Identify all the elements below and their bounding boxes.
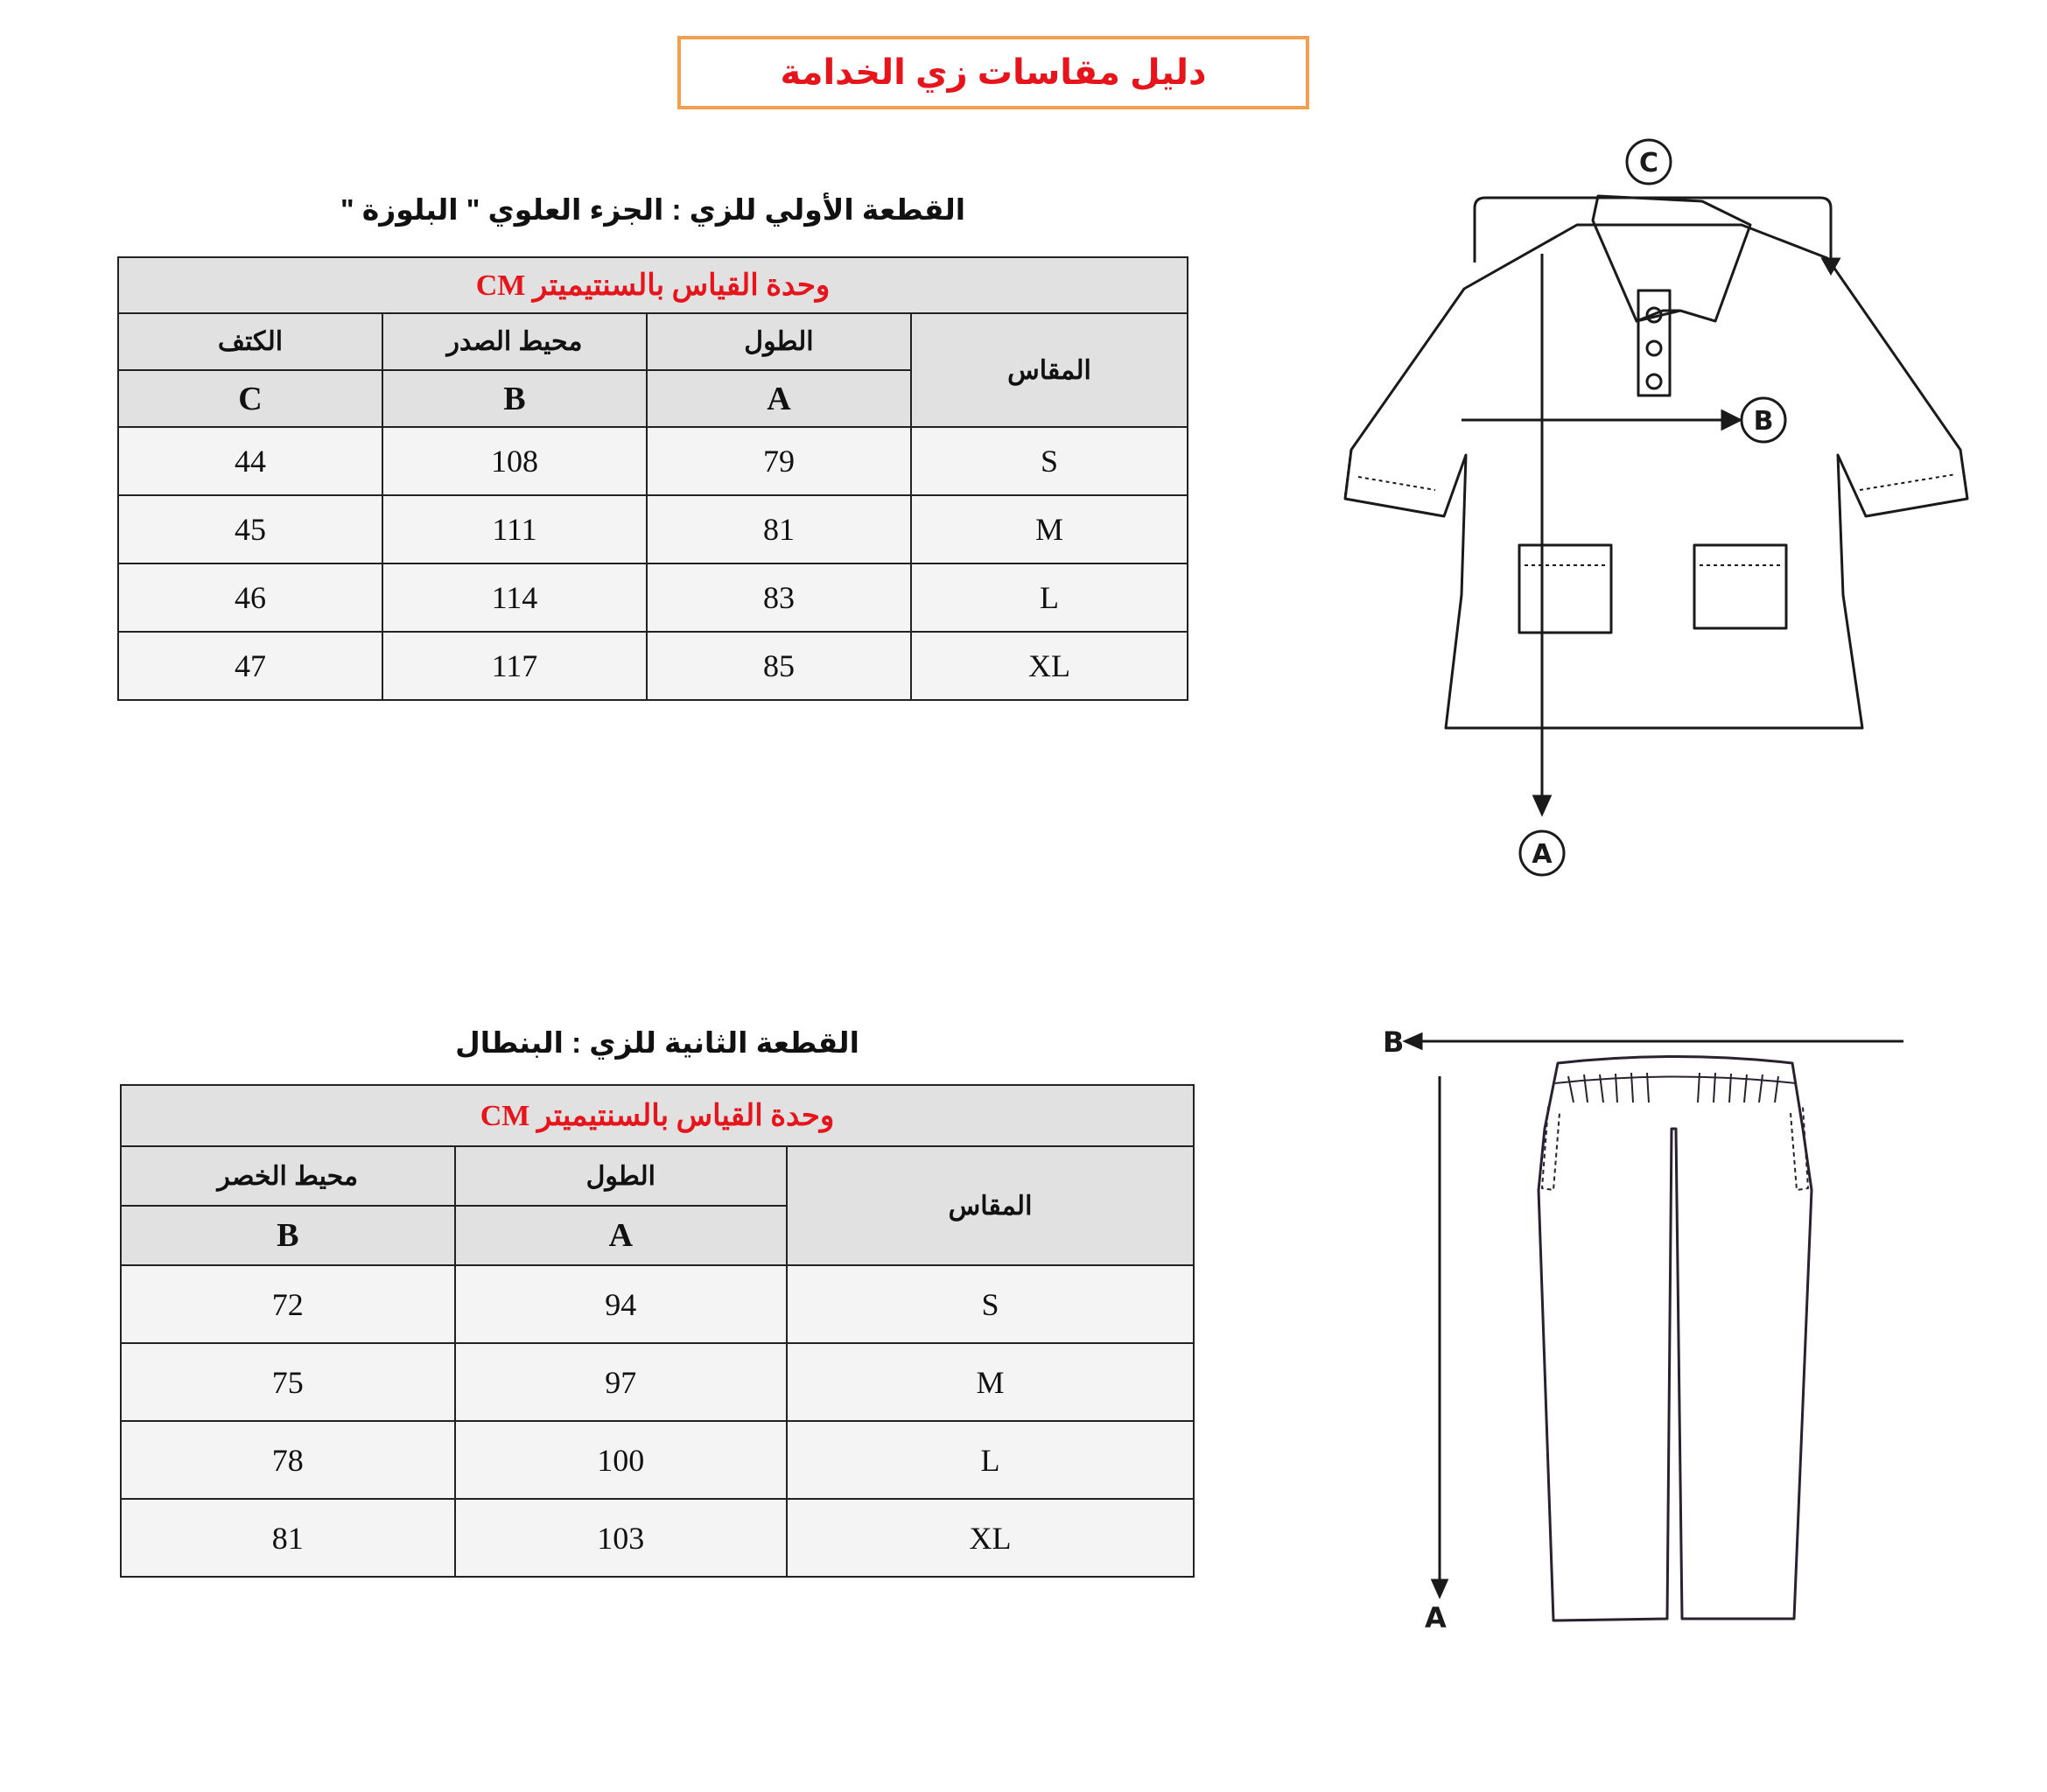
size-cell: M (787, 1343, 1194, 1421)
chest-header: محيط الصدر (382, 313, 647, 370)
blouse-collar (1593, 196, 1750, 321)
size-cell: XL (911, 632, 1188, 700)
size-header: المقاس (787, 1146, 1194, 1265)
unit-row (121, 1085, 1194, 1146)
shoulder-cell: 44 (118, 427, 382, 495)
waist-cell: 75 (121, 1343, 455, 1421)
trousers-measurement-diagram (1374, 1015, 1917, 1645)
right-pocket (1694, 545, 1786, 628)
svg-text:C: C (1638, 148, 1659, 178)
svg-text:A: A (1532, 839, 1553, 870)
blouse-size-table (117, 256, 1188, 701)
blouse-measurement-diagram (1295, 131, 1995, 901)
unit-row (118, 257, 1188, 313)
table-row (118, 632, 1188, 700)
table-row (118, 564, 1188, 632)
blouse-outline (1345, 225, 1967, 728)
blouse-section-heading: القطعة الأولي للزي : الجزء العلوي " البلوزة " (340, 193, 966, 226)
shoulder-cell: 45 (118, 495, 382, 564)
size-cell: M (911, 495, 1188, 564)
shoulder-letter: C (118, 370, 382, 427)
size-cell: S (787, 1265, 1194, 1343)
table-row (118, 427, 1188, 495)
trousers-outline (1539, 1057, 1812, 1621)
unit-label: وحدة القياس بالسنتيميتر CM (118, 257, 1188, 313)
label-a-badge (1520, 831, 1564, 875)
length-cell: 103 (455, 1499, 788, 1577)
size-cell: L (787, 1421, 1194, 1499)
length-letter: A (647, 370, 911, 427)
length-header: الطول (647, 313, 911, 370)
length-cell: 81 (647, 495, 911, 564)
length-cell: 79 (647, 427, 911, 495)
table-row (121, 1421, 1194, 1499)
shoulder-header: الكتف (118, 313, 382, 370)
trousers-size-table (120, 1084, 1195, 1578)
table-row (121, 1343, 1194, 1421)
waist-cell: 78 (121, 1421, 455, 1499)
length-cell: 94 (455, 1265, 788, 1343)
size-header: المقاس (911, 313, 1188, 427)
table-row (118, 495, 1188, 564)
length-cell: 85 (647, 632, 911, 700)
waist-cell: 81 (121, 1499, 455, 1577)
table-row (121, 1499, 1194, 1577)
chest-cell: 111 (382, 495, 647, 564)
unit-label: وحدة القياس بالسنتيميتر CM (121, 1085, 1194, 1146)
length-cell: 83 (647, 564, 911, 632)
waist-letter: B (121, 1206, 455, 1265)
label-b-badge (1742, 398, 1785, 442)
size-cell: S (911, 427, 1188, 495)
label-c-badge (1627, 140, 1671, 184)
column-header-row (121, 1146, 1194, 1206)
chest-cell: 117 (382, 632, 647, 700)
waist-cell: 72 (121, 1265, 455, 1343)
length-header: الطول (455, 1146, 788, 1206)
shoulder-cell: 47 (118, 632, 382, 700)
left-pocket (1519, 545, 1611, 633)
waist-header: محيط الخصر (121, 1146, 455, 1206)
length-letter: A (455, 1206, 788, 1265)
size-cell: L (911, 564, 1188, 632)
label-b: B (1383, 1026, 1405, 1059)
label-a: A (1425, 1601, 1447, 1634)
length-cell: 100 (455, 1421, 788, 1499)
trousers-section-heading: القطعة الثانية للزي : البنطال (455, 1026, 859, 1059)
chest-letter: B (382, 370, 647, 427)
chest-cell: 114 (382, 564, 647, 632)
shoulder-cell: 46 (118, 564, 382, 632)
length-cell: 97 (455, 1343, 788, 1421)
column-header-row (118, 313, 1188, 370)
table-row (121, 1265, 1194, 1343)
page-title: دليل مقاسات زي الخدامة (677, 36, 1309, 109)
size-cell: XL (787, 1499, 1194, 1577)
chest-cell: 108 (382, 427, 647, 495)
svg-text:B: B (1753, 406, 1774, 437)
